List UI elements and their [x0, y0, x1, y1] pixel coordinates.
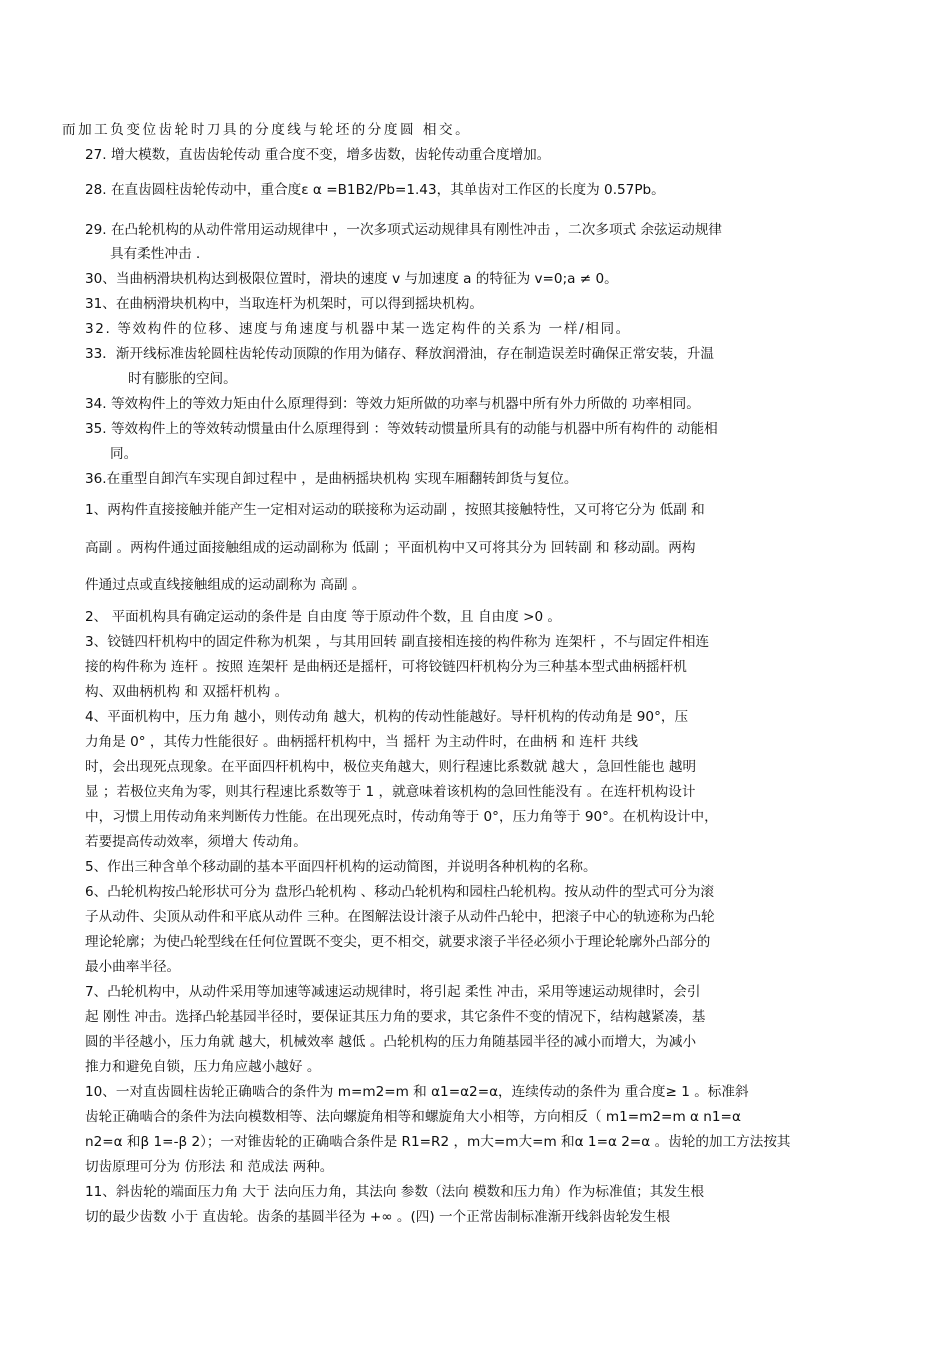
- line-q33: 33．渐开线标准齿轮圆柱齿轮传动顶隙的作用为储存、释放润滑油，存在制造误差时确保正常安装，升温: [85, 346, 715, 362]
- line-s7-b: 起 刚性 冲击。选择凸轮基园半径时，要保证其压力角的要求，其它条件不变的情况下，结构越紧凑，基: [85, 1009, 706, 1025]
- line-s6-b: 子从动件、尖顶从动件和平底从动件 三种。在图解法设计滚子从动件凸轮中，把滚子中心的轨迹称为凸轮: [85, 909, 715, 925]
- line-s7-c: 圆的半径越小，压力角就 越大，机械效率 越低 。凸轮机构的压力角随基园半径的减小而增大，为减小: [85, 1034, 697, 1050]
- line-s10-b: 齿轮正确啮合的条件为法向模数相等、法向螺旋角相等和螺旋角大小相等，方向相反（ m1=m2=m α n1=α: [85, 1109, 741, 1125]
- line-s4-e: 中，习惯上用传动角来判断传力性能。在出现死点时，传动角等于 0°，压力角等于 90°。在机构设计中，: [85, 809, 718, 825]
- line-s6-c: 理论轮廓；为使凸轮型线在任何位置既不变尖，更不相交，就要求滚子半径必须小于理论轮廓外凸部分的: [85, 934, 711, 950]
- line-s6-a: 6、凸轮机构按凸轮形状可分为 盘形凸轮机构 、移动凸轮机构和园柱凸轮机构。按从动件的型式可分为滚: [85, 884, 715, 900]
- line-q36: 36.在重型自卸汽车实现自卸过程中 ，是曲柄摇块机构 实现车厢翻转卸货与复位。: [85, 471, 578, 487]
- line-q27: 27. 增大模数，直齿齿轮传动 重合度不变，增多齿数，齿轮传动重合度增加。: [85, 147, 551, 163]
- line-s3-c: 构、双曲柄机构 和 双摇杆机构 。: [85, 684, 289, 700]
- line-q34: 34. 等效构件上的等效力矩由什么原理得到：等效力矩所做的功率与机器中所有外力所做的 功率相同。: [85, 396, 700, 412]
- line-s4-a: 4、平面机构中，压力角 越小，则传动角 越大，机构的传动性能越好。导杆机构的传动角是 90°，压: [85, 709, 689, 725]
- line-s1-b: 高副 。两构件通过面接触组成的运动副称为 低副 ；平面机构中又可将其分为 回转副 和 移动副。两构: [85, 540, 696, 556]
- line-carryover: 而加工负变位齿轮时刀具的分度线与轮坯的分度圆 相交。: [62, 122, 472, 138]
- line-q35-cont: 同。: [110, 446, 138, 462]
- line-s11-b: 切的最少齿数 小于 直齿轮。齿条的基圆半径为 +∞ 。(四) 一个正常齿制标准渐开线斜齿轮发生根: [85, 1209, 671, 1225]
- line-s10-d: 切齿原理可分为 仿形法 和 范成法 两种。: [85, 1159, 334, 1175]
- line-s10-a: 10、一对直齿圆柱齿轮正确啮合的条件为 m=m2=m 和 α1=α2=α，连续传动的条件为 重合度≥ 1 。标准斜: [85, 1084, 749, 1100]
- line-s2: 2、 平面机构具有确定运动的条件是 自由度 等于原动件个数，且 自由度 >0 。: [85, 609, 562, 625]
- line-s3-b: 接的构件称为 连杆 。按照 连架杆 是曲柄还是摇杆，可将铰链四杆机构分为三种基本型式曲柄摇杆机: [85, 659, 687, 675]
- line-q29-cont: 具有柔性冲击 .: [110, 246, 201, 262]
- line-s1-c: 件通过点或直线接触组成的运动副称为 高副 。: [85, 577, 366, 593]
- line-s4-d: 显 ；若极位夹角为零，则其行程速比系数等于 1 ，就意味着该机构的急回性能没有 。在连杆机构设计: [85, 784, 696, 800]
- line-s1-a: 1、两构件直接接触并能产生一定相对运动的联接称为运动副 ，按照其接触特性，又可将它分为 低副 和: [85, 502, 705, 518]
- line-s3-a: 3、铰链四杆机构中的固定件称为机架 ，与其用回转 副直接相连接的构件称为 连架杆 ，不与固定件相连: [85, 634, 710, 650]
- line-q29: 29. 在凸轮机构的从动件常用运动规律中 ，一次多项式运动规律具有刚性冲击 ，二次多项式 余弦运动规律: [85, 222, 723, 238]
- line-s7-a: 7、凸轮机构中，从动件采用等加速等减速运动规律时，将引起 柔性 冲击，采用等速运动规律时，会引: [85, 984, 701, 1000]
- line-q33-cont: 时有膨胀的空间。: [128, 371, 237, 387]
- line-s4-b: 力角是 0° ，其传力性能很好 。曲柄摇杆机构中，当 摇杆 为主动件时，在曲柄 和 连杆 共线: [85, 734, 638, 750]
- line-s11-a: 11、斜齿轮的端面压力角 大于 法向压力角，其法向 参数（法向 模数和压力角）作为标准值；其发生根: [85, 1184, 705, 1200]
- line-s4-f: 若要提高传动效率，须增大 传动角。: [85, 834, 307, 850]
- line-q30: 30、当曲柄滑块机构达到极限位置时，滑块的速度 v 与加速度 a 的特征为 v=0;a ≠ 0。: [85, 271, 618, 287]
- line-s5: 5、作出三种含单个移动副的基本平面四杆机构的运动简图，并说明各种机构的名称。: [85, 859, 597, 875]
- line-s6-d: 最小曲率半径。: [85, 959, 181, 975]
- line-q32: 32. 等效构件的位移、速度与角速度与机器中某一选定构件的关系为 一样/相同。: [85, 321, 631, 337]
- line-s10-c: n2=α 和β 1=-β 2）；一对锥齿轮的正确啮合条件是 R1=R2 ，m大=m大=m 和α 1=α 2=α 。齿轮的加工方法按其: [85, 1134, 791, 1150]
- line-q28: 28. 在直齿圆柱齿轮传动中，重合度ε α =B1B2/Pb=1.43，其单齿对工作区的长度为 0.57Pb。: [85, 182, 665, 198]
- line-s7-d: 推力和避免自锁，压力角应越小越好 。: [85, 1059, 321, 1075]
- line-s4-c: 时，会出现死点现象。在平面四杆机构中，极位夹角越大，则行程速比系数就 越大 ，急回性能也 越明: [85, 759, 697, 775]
- line-q35: 35. 等效构件上的等效转动惯量由什么原理得到 ：等效转动惯量所具有的动能与机器中所有构件的 动能相: [85, 421, 718, 437]
- line-q31: 31、在曲柄滑块机构中，当取连杆为机架时，可以得到摇块机构。: [85, 296, 483, 312]
